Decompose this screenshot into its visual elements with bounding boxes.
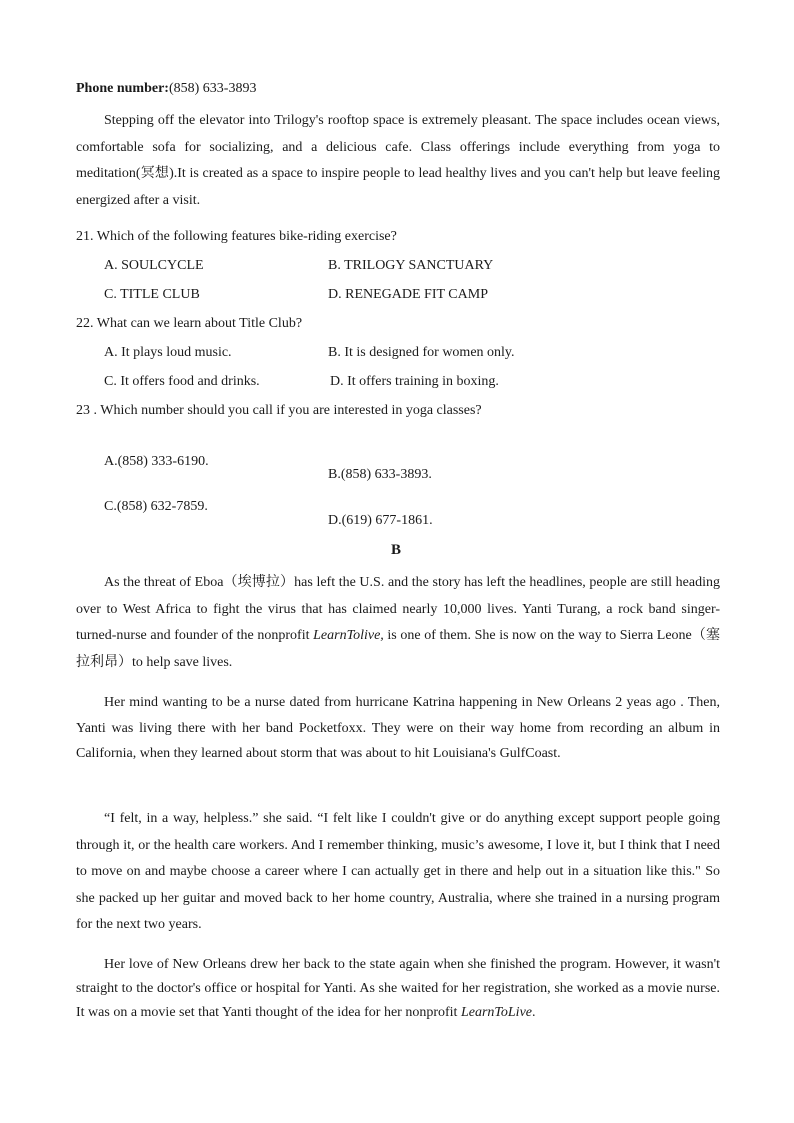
passage-b-paragraph-4: Her love of New Orleans drew her back to the state again when she finished the program. However, it wasn't straight to the doctor's office or hospital for Yanti. As she waited for her registration, she worked as a movie nurse. It was on a movie set that Yanti thought of the idea for her nonprofit LearnToLive. (76, 957, 720, 1020)
phone-value: (858) 633-3893 (168, 81, 257, 96)
q21-option-b: B. TRILOGY SANCTUARY (328, 258, 494, 273)
nonprofit-name: LearnTolive, (313, 628, 384, 643)
q23-option-b: B.(858) 633-3893. (328, 467, 432, 482)
q22-option-d: D. It offers training in boxing. (330, 374, 499, 389)
q23-option-a: A.(858) 333-6190. (104, 454, 209, 469)
phone-label: Phone number: (76, 81, 169, 96)
q23-option-d: D.(619) 677-1861. (328, 513, 433, 528)
intro-paragraph: Stepping off the elevator into Trilogy's rooftop space is extremely pleasant. The space includes ocean views, comfortable sofa for socializing, and a delicious cafe. Class offerings include everything from yoga to meditation(冥想).It is created as a space to inspire people to lead healthy lives and you can't help but leave feeling energized after a visit. (76, 113, 720, 208)
question-22: 22. What can we learn about Title Club? (76, 316, 303, 331)
q21-option-c: C. TITLE CLUB (104, 287, 200, 302)
question-23: 23 . Which number should you call if you are interested in yoga classes? (76, 403, 482, 418)
q22-option-a: A. It plays loud music. (104, 345, 232, 360)
passage-b-paragraph-3: “I felt, in a way, helpless.” she said. “I felt like I couldn't give or do anything except support people going through it, or the health care workers. And I remember thinking, music’s awesome, I love it, but I think that I need to move on and maybe choose a career where I can actually get in there and help out in a situation like this." So she packed up her guitar and moved back to her home country, Australia, where she trained in a nursing program for the next two years. (76, 811, 720, 932)
q21-option-a: A. SOULCYCLE (104, 258, 204, 273)
q23-option-c: C.(858) 632-7859. (104, 499, 208, 514)
phone-number-line (76, 81, 256, 97)
section-b-heading: B (391, 542, 402, 558)
q22-option-c: C. It offers food and drinks. (104, 374, 260, 389)
passage-b-paragraph-2: Her mind wanting to be a nurse dated from hurricane Katrina happening in New Orleans 2 yeas ago . Then, Yanti was living there with her band Pocketfoxx. They were on their way home from recording an album in California, when they learned about storm that was about to hit Louisiana's GulfCoast. (76, 695, 720, 761)
q22-option-b: B. It is designed for women only. (328, 345, 515, 360)
nonprofit-name-italic: LearnToLive (460, 1005, 532, 1020)
q21-option-d: D. RENEGADE FIT CAMP (328, 287, 488, 302)
question-21: 21. Which of the following features bike-riding exercise? (76, 229, 397, 244)
passage-b-paragraph-1: As the threat of Eboa（埃博拉）has left the U.S. and the story has left the headlines, people are still heading over to West Africa to fight the virus that has claimed nearly 10,000 lives. Yanti Turang, a rock band singer-turned-nurse and founder of the nonprofit LearnTolive, is one of them. She is now on the way to Sierra Leone（塞拉利昂）to help save lives. (76, 575, 721, 670)
